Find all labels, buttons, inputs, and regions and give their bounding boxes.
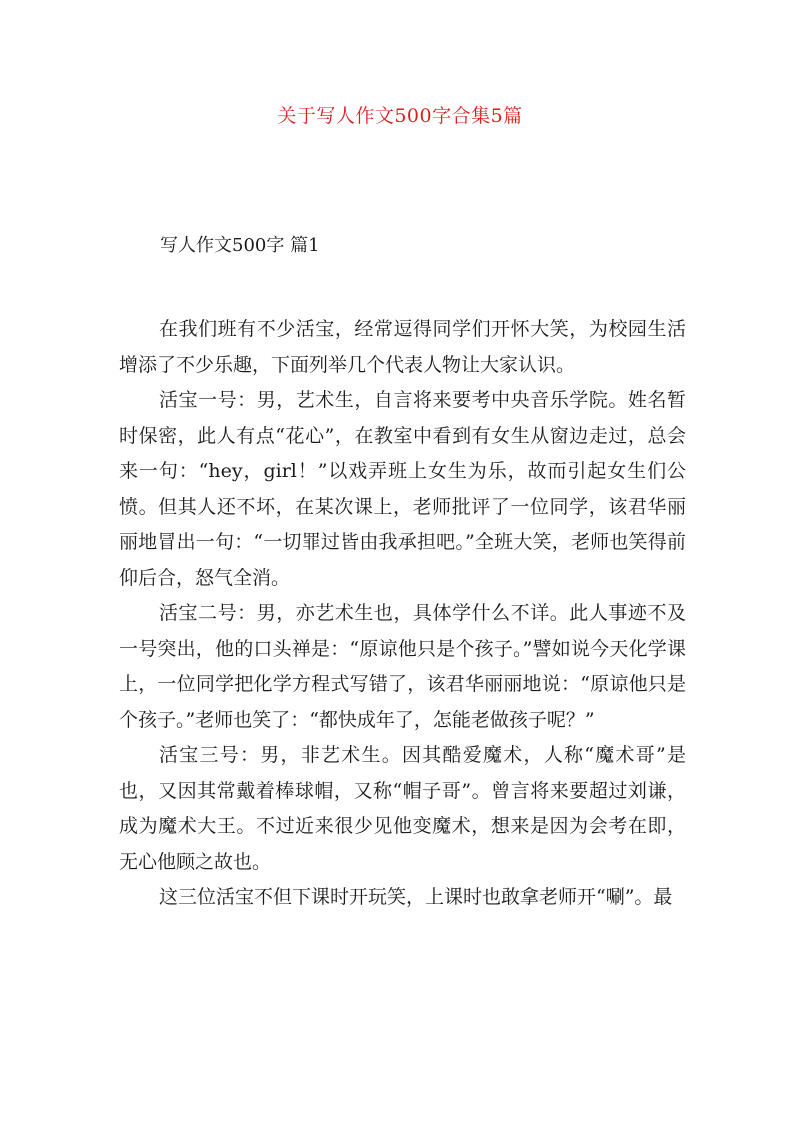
paragraph-huobao-3: 活宝三号：男，非艺术生。因其酷爱魔术，人称“魔术哥”是也，又因其常戴着棒球帽，又称“帽子哥”。曾言将来要超过刘谦，成为魔术大王。不过近来很少见他变魔术，想来是因为会考在即，无心他顾之故也。 bbox=[119, 744, 686, 873]
paragraph-huobao-1: 活宝一号：男，艺术生，自言将来要考中央音乐学院。姓名暂时保密，此人有点“花心”，在教室中看到有女生从窗边走过，总会来一句：“hey，girl！”以戏弄班上女生为乐，故而引起女生们公愤。但其人还不坏，在某次课上，老师批评了一位同学，该君华丽丽地冒出一句：“一切罪过皆由我承担吧。”全班大笑，老师也笑得前仰后合，怒气全消。 bbox=[119, 389, 686, 589]
article-body bbox=[119, 312, 686, 916]
paragraph-intro: 在我们班有不少活宝，经常逗得同学们开怀大笑，为校园生活增添了不少乐趣，下面列举几个代表人物让大家认识。 bbox=[119, 318, 686, 376]
paragraph-conclusion: 这三位活宝不但下课时开玩笑，上课时也敢拿老师开“唰”。最 bbox=[159, 886, 673, 908]
paragraph-huobao-2: 活宝二号：男，亦艺术生也，具体学什么不详。此人事迹不及一号突出，他的口头禅是：“原谅他只是个孩子。”譬如说今天化学课上，一位同学把化学方程式写错了，该君华丽丽地说：“原谅他只是个孩子。”老师也笑了：“都快成年了，怎能老做孩子呢？” bbox=[119, 602, 686, 731]
section-heading: 写人作文500字 篇1 bbox=[160, 235, 320, 256]
document-title: 关于写人作文500字合集5篇 bbox=[277, 105, 523, 127]
